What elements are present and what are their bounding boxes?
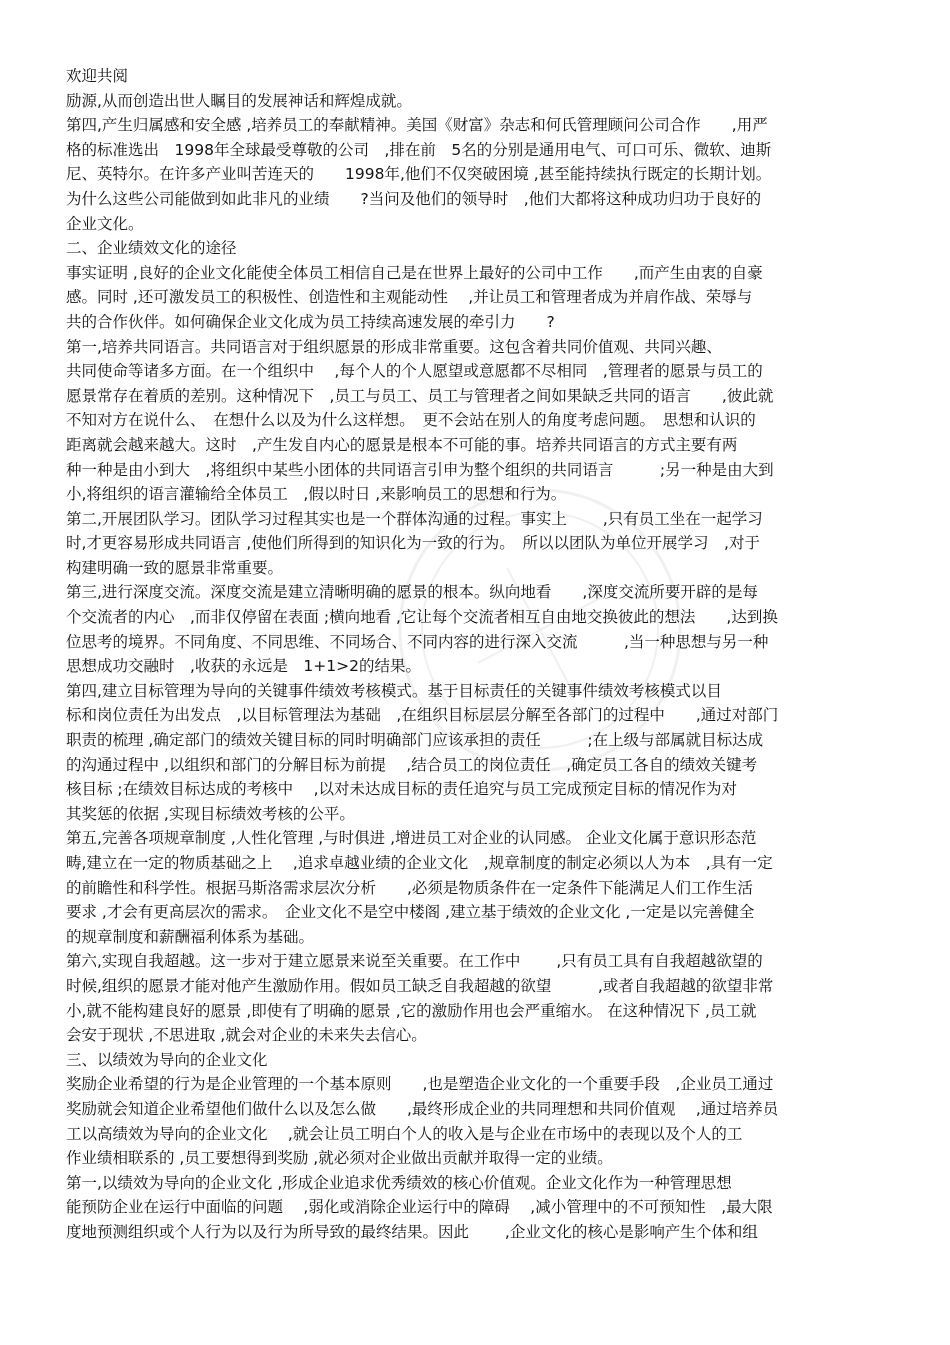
text-line: 励源,从而创造出世人瞩目的发展神话和辉煌成就。: [66, 91, 412, 110]
text-line: 为什么这些公司能做到如此非凡的业绩 ?当问及他们的领导时 ,他们大都将这种成功归功于良好的: [66, 189, 762, 208]
text-line: 尼、英特尔。在许多产业叫苦连天的 1998年,他们不仅突破困境 ,甚至能持续执行既定的长期计划。: [66, 165, 772, 184]
text-line: 距离就会越来越大。这时 ,产生发自内心的愿景是根本不可能的事。培养共同语言的方式主要有两: [66, 435, 738, 454]
section-heading: 三、以绩效为导向的企业文化: [66, 1050, 268, 1069]
text-line: 作业绩相联系的 ,员工要想得到奖励 ,就必须对企业做出贡献并取得一定的业绩。: [66, 1149, 613, 1168]
text-line: 奖励就会知道企业希望他们做什么以及怎么做 ,最终形成企业的共同理想和共同价值观 ,通过培养员: [66, 1099, 779, 1118]
text-line: 标和岗位责任为出发点 ,以目标管理法为基础 ,在组织目标层层分解至各部门的过程中 ,通过对部门: [66, 706, 779, 725]
text-line: 核目标 ;在绩效目标达成的考核中 ,以对未达成目标的责任追究与员工完成预定目标的情况作为对: [66, 780, 738, 799]
text-line: 第一,以绩效为导向的企业文化 ,形成企业追求优秀绩效的核心价值观。企业文化作为一种管理思想: [66, 1173, 732, 1192]
text-line: 小,就不能构建良好的愿景 ,即使有了明确的愿景 ,它的激励作用也会严重缩水。 在这种情况下 ,员工就: [66, 1001, 757, 1020]
text-line: 共的合作伙伴。如何确保企业文化成为员工持续高速发展的牵引力 ?: [66, 312, 555, 331]
text-line: 感。同时 ,还可激发员工的积极性、创造性和主观能动性 ,并让员工和管理者成为并肩作战、荣辱与: [66, 288, 753, 307]
text-line: 度地预测组织或个人行为以及行为所导致的最终结果。因此 ,企业文化的核心是影响产生个体和组: [66, 1222, 758, 1241]
text-line: 时候,组织的愿景才能对他产生激励作用。假如员工缺乏自我超越的欲望 ,或者自我超越的欲望非常: [66, 976, 774, 995]
text-line: 的规章制度和薪酬福利体系为基础。: [66, 927, 315, 946]
text-line: 企业文化。: [66, 214, 144, 233]
text-line: 其奖惩的依据 ,实现目标绩效考核的公平。: [66, 804, 355, 823]
text-line: 不知对方在说什么、 在想什么以及为什么这样想。 更不会站在别人的角度考虑问题。 思想和认识的: [66, 411, 756, 430]
text-line: 奖励企业希望的行为是企业管理的一个基本原则 ,也是塑造企业文化的一个重要手段 ,企业员工通过: [66, 1075, 774, 1094]
text-line: 位思考的境界。不同角度、不同思维、不同场合、不同内容的进行深入交流 ,当一种思想与另一种: [66, 632, 769, 651]
text-line: 的沟通过程中 ,以组织和部门的分解目标为前提 ,结合员工的岗位责任 ,确定员工各自的绩效关键考: [66, 755, 758, 774]
text-line: 第一,培养共同语言。共同语言对于组织愿景的形成非常重要。这包含着共同价值观、共同兴趣、: [66, 337, 722, 356]
text-line: 的前瞻性和科学性。根据马斯洛需求层次分析 ,必须是物质条件在一定条件下能满足人们工作生活: [66, 878, 753, 897]
text-line: 第三,进行深度交流。深度交流是建立清晰明确的愿景的根本。纵向地看 ,深度交流所要开辟的是每: [66, 583, 758, 602]
document-body: [66, 64, 886, 1245]
text-line: 工以高绩效为导向的企业文化 ,就会让员工明白个人的收入是与企业在市场中的表现以及个人的工: [66, 1124, 743, 1143]
text-line: 畴,建立在一定的物质基础之上 ,追求卓越业绩的企业文化 ,规章制度的制定必须以人为本 ,具有一定: [66, 854, 773, 872]
text-line: 思想成功交融时 ,收获的永远是 1+1>2的结果。: [66, 657, 421, 676]
text-line: 职责的梳理 ,确定部门的绩效关键目标的同时明确部门应该承担的责任 ;在上级与部属就目标达成: [66, 731, 764, 750]
text-line: 种一种是由小到大 ,将组织中某些小团体的共同语言引申为整个组织的共同语言 ;另一种是由大到: [66, 460, 774, 479]
text-line: 构建明确一致的愿景非常重要。: [66, 558, 284, 577]
text-line: 能预防企业在运行中面临的问题 ,弱化或消除企业运行中的障碍 ,减小管理中的不可预知性 ,最大限: [66, 1198, 773, 1217]
text-line: 第二,开展团队学习。团队学习过程其实也是一个群体沟通的过程。事实上 ,只有员工坐在一起学习: [66, 509, 763, 528]
page-header-text: 欢迎共阅: [66, 67, 129, 85]
text-line: 第五,完善各项规章制度 ,人性化管理 ,与时俱进 ,增进员工对企业的认同感。 企业文化属于意识形态范: [66, 829, 757, 848]
text-line: 第六,实现自我超越。这一步对于建立愿景来说至关重要。在工作中 ,只有员工具有自我超越欲望的: [66, 952, 763, 971]
text-line: 个交流者的内心 ,而非仅停留在表面 ;横向地看 ,它让每个交流者相互自由地交换彼此的想法 ,达到换: [66, 608, 778, 627]
text-line: 第四,产生归属感和安全感 ,培养员工的奉献精神。美国《财富》杂志和何氏管理顾问公司合作 ,用严: [66, 116, 768, 135]
text-line: 事实证明 ,良好的企业文化能使全体员工相信自己是在世界上最好的公司中工作 ,而产生由衷的自豪: [66, 263, 763, 282]
text-line: 第四,建立目标管理为导向的关键事件绩效考核模式。基于目标责任的关键事件绩效考核模式以目: [66, 681, 722, 700]
text-line: 要求 ,才会有更高层次的需求。 企业文化不是空中楼阁 ,建立基于绩效的企业文化 ,一定是以完善健全: [66, 903, 755, 922]
text-line: 共同使命等诸多方面。在一个组织中 ,每个人的个人愿望或意愿都不尽相同 ,管理者的愿景与员工的: [66, 362, 763, 381]
text-line: 愿景常存在着质的差别。这种情况下 ,员工与员工、员工与管理者之间如果缺乏共同的语言 ,彼此就: [66, 386, 774, 405]
text-line: 格的标准选出 1998年全球最受尊敬的公司 ,排在前 5名的分别是通用电气、可口可乐、微软、迪斯: [66, 140, 772, 159]
text-line: 时,才更容易形成共同语言 ,使他们所得到的知识化为一致的行为。 所以以团队为单位开展学习 ,对于: [66, 534, 760, 553]
section-heading: 二、企业绩效文化的途径: [66, 239, 237, 258]
text-line: 会安于现状 ,不思进取 ,就会对企业的未来失去信心。: [66, 1026, 427, 1045]
text-line: 小,将组织的语言灌输给全体员工 ,假以时日 ,来影响员工的思想和行为。: [66, 485, 567, 504]
